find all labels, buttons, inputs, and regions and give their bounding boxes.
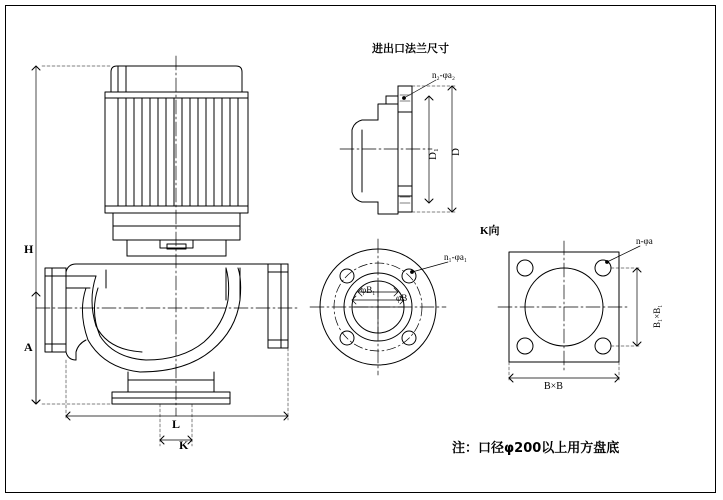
motor-base [113, 213, 240, 256]
leader-n2 [403, 80, 436, 99]
motor-top-cap [111, 66, 242, 92]
label-phi-b1: φB₁ [361, 285, 376, 295]
label-n2-phi-a2: n₂-φa₂ [432, 70, 455, 80]
pump-casing [45, 264, 288, 372]
label-phi-b: φB [396, 293, 408, 303]
label-b1-b1: B₁×B₁ [652, 304, 662, 328]
square-base-plate [498, 241, 641, 382]
label-a: A [24, 340, 33, 354]
label-l: L [172, 417, 181, 431]
label-b-b: B×B [544, 381, 563, 392]
flange-section-title: 进出口法兰尺寸 [372, 42, 449, 55]
note-text: 注：口径φ200以上用方盘底 [452, 441, 620, 456]
label-n1-phi-a1: n₁-φa₁ [444, 252, 467, 262]
label-d: D [450, 148, 462, 156]
dimension-a [32, 292, 40, 404]
flange-section-view [340, 86, 432, 214]
view-k-label: K向 [480, 225, 500, 237]
centerlines-main [36, 56, 300, 416]
label-h: H [24, 242, 34, 256]
pump-pedestal [112, 372, 230, 404]
label-k: K [179, 438, 189, 452]
label-n-phi-a: n-φa [636, 236, 653, 246]
motor-body [105, 92, 248, 213]
round-base-flange [310, 239, 448, 375]
label-d1: D₁ [427, 148, 439, 160]
dimension-l [66, 348, 288, 420]
